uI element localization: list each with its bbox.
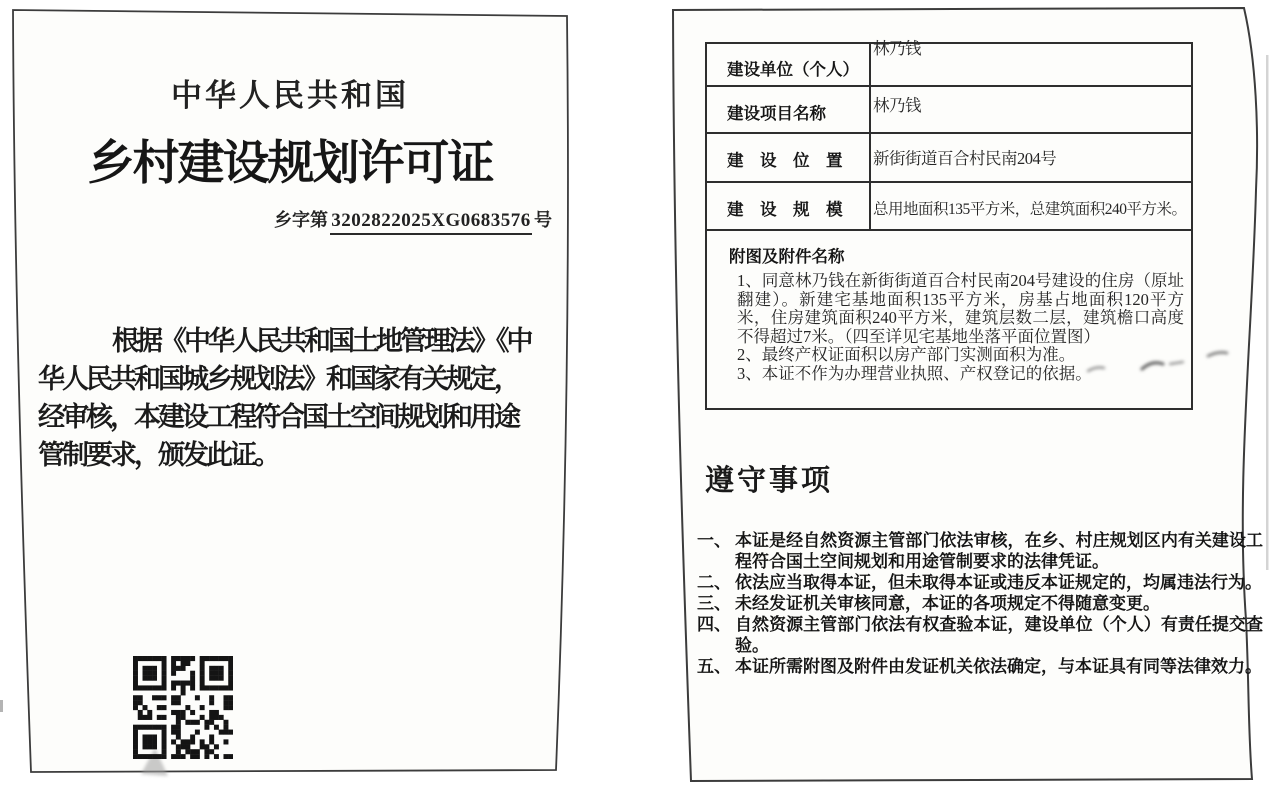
attachment-item: 1、同意林乃钱在新街街道百合村民南204号建设的住房（原址翻建）。新建宅基地面积135平方米，房基占地面积120平方米，住房建筑面积240平方米，建筑层数二层，建筑檐口高度不得超过7米。（四至详见宅基地坐落平面位置图） [737,271,1184,346]
notice-item [697,572,1263,593]
notice-item-number: 三、 [697,594,731,613]
notice-item-text: 自然资源主管部门依法有权查验本证，建设单位（个人）有责任提交查验。 [735,615,1263,655]
notice-item-text: 未经发证机关审核同意，本证的各项规定不得随意变更。 [735,594,1160,613]
table-label-location: 建 设 位 置 [727,152,843,170]
country-title: 中华人民共和国 [171,78,409,113]
qr-code-icon [133,656,233,759]
notice-item [697,614,1263,656]
table-label-project: 建设项目名称 [727,105,826,123]
notice-item-number: 二、 [697,573,731,592]
notice-item [697,593,1263,614]
notice-item-number: 一、 [697,531,731,550]
notice-item-text: 本证所需附图及附件由发证机关依法确定，与本证具有同等法律效力。 [735,657,1262,676]
left-page [12,8,568,772]
table-value-scale: 总用地面积135平方米，总建筑面积240平方米。 [873,201,1187,218]
notice-item [697,530,1263,572]
table-value-location: 新街街道百合村民南204号 [873,149,1057,168]
table-value-project: 林乃钱 [873,96,921,115]
right-page [672,6,1263,780]
certificate-title: 乡村建设规划许可证 [87,136,493,189]
serial-prefix: 乡字第 [274,210,328,230]
notice-item-number: 五、 [697,657,731,676]
serial-suffix: 号 [534,210,552,230]
attachment-item: 3、本证不作为办理营业执照、产权登记的依据。 [737,363,1092,383]
body-line: 华人民共和国城乡规划法》和国家有关规定， [38,364,518,394]
notice-item-number: 四、 [697,615,731,634]
attachment-item: 2、最终产权证面积以房产部门实测面积为准。 [737,345,1076,364]
scan-streak [1266,55,1269,570]
table-label-unit: 建设单位（个人） [727,61,859,79]
table-row-divider [707,132,1191,134]
notice-item-text: 依法应当取得本证，但未取得本证或违反本证规定的，均属违法行为。 [735,573,1262,592]
notice-item [697,656,1263,677]
table-value-unit: 林乃钱 [873,39,921,58]
table-row-divider [707,229,1191,231]
table-column-divider [869,44,871,231]
body-paragraph [38,322,550,474]
serial-line [274,206,552,235]
attachments-list [737,272,1184,383]
table-row-divider [707,85,1191,87]
serial-number: 3202822025XG0683576 [330,210,532,235]
body-line: 管制要求，颁发此证。 [38,440,278,470]
notice-heading: 遵守事项 [705,465,834,497]
table-row-divider [707,181,1191,183]
notice-item-text: 本证是经自然资源主管部门依法审核，在乡、村庄规划区内有关建设工程符合国土空间规划和用途管制要求的法律凭证。 [735,531,1263,571]
body-line: 根据《中华人民共和国土地管理法》《中 [112,326,531,356]
body-line: 经审核，本建设工程符合国土空间规划和用途 [38,402,518,432]
info-table [705,39,1193,410]
scan-speck [0,700,3,712]
attachments-label: 附图及附件名称 [729,248,845,266]
notice-list [697,530,1263,677]
table-label-scale: 建 设 规 模 [727,201,843,219]
